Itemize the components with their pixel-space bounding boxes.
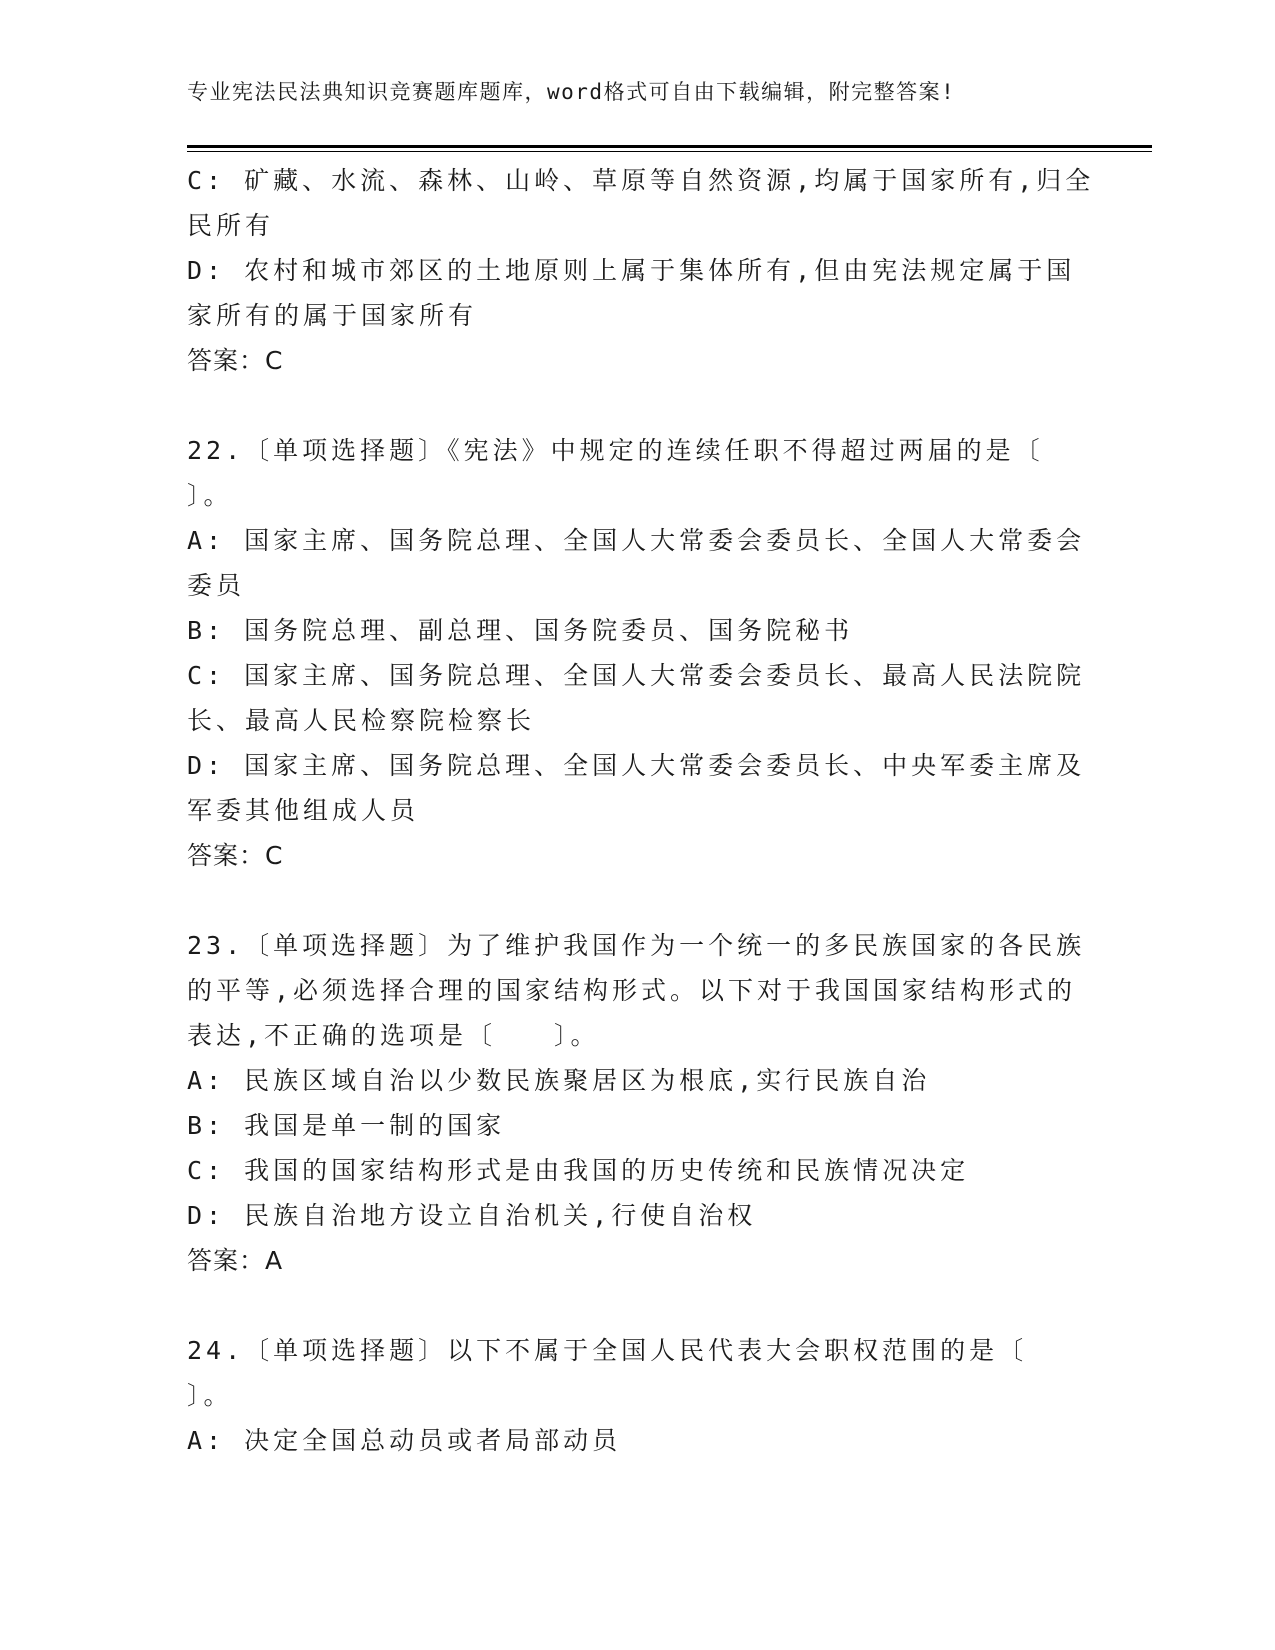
option-line: A: 民族区域自治以少数民族聚居区为根底,实行民族自治 — [187, 1066, 931, 1095]
option-line: 军委其他组成人员 — [187, 796, 420, 825]
header-rule-thick — [187, 145, 1152, 148]
answer-line: 答案：C — [187, 841, 284, 870]
option-line: B: 国务院总理、副总理、国务院委员、国务院秘书 — [187, 616, 854, 645]
question-stem: 〕。 — [187, 1381, 233, 1410]
option-line: 家所有的属于国家所有 — [187, 301, 478, 330]
option-line: D: 民族自治地方设立自治机关,行使自治权 — [187, 1201, 757, 1230]
question-stem: 〕。 — [187, 481, 233, 510]
option-line: 民所有 — [187, 211, 275, 240]
question-stem: 的平等,必须选择合理的国家结构形式。以下对于我国国家结构形式的 — [187, 976, 1077, 1005]
option-line: D: 国家主席、国务院总理、全国人大常委会委员长、中央军委主席及 — [187, 751, 1086, 780]
question-stem: 表达,不正确的选项是〔 〕。 — [187, 1021, 600, 1050]
option-line: C: 矿藏、水流、森林、山岭、草原等自然资源,均属于国家所有,归全 — [187, 166, 1095, 195]
option-line: C: 我国的国家结构形式是由我国的历史传统和民族情况决定 — [187, 1156, 970, 1185]
answer-line: 答案：C — [187, 346, 284, 375]
answer-line: 答案：A — [187, 1246, 284, 1275]
spacer — [187, 1283, 1067, 1328]
question-content — [187, 158, 1095, 1463]
option-line: A: 国家主席、国务院总理、全国人大常委会委员长、全国人大常委会 — [187, 526, 1086, 555]
page-header: 专业宪法民法典知识竞赛题库题库，word格式可自由下载编辑，附完整答案! — [187, 80, 956, 104]
option-line: D: 农村和城市郊区的土地原则上属于集体所有,但由宪法规定属于国 — [187, 256, 1076, 285]
option-line: 长、最高人民检察院检察长 — [187, 706, 536, 735]
question-stem: 22.〔单项选择题〕《宪法》中规定的连续任职不得超过两届的是〔 — [187, 436, 1044, 465]
option-line: 委员 — [187, 571, 246, 600]
spacer — [187, 878, 1067, 923]
header-rule-thin — [187, 151, 1152, 152]
question-stem: 23.〔单项选择题〕为了维护我国作为一个统一的多民族国家的各民族 — [187, 931, 1086, 960]
option-line: B: 我国是单一制的国家 — [187, 1111, 506, 1140]
question-stem: 24.〔单项选择题〕以下不属于全国人民代表大会职权范围的是〔 — [187, 1336, 1028, 1365]
option-line: C: 国家主席、国务院总理、全国人大常委会委员长、最高人民法院院 — [187, 661, 1086, 690]
spacer — [187, 383, 1067, 428]
option-line: A: 决定全国总动员或者局部动员 — [187, 1426, 622, 1455]
